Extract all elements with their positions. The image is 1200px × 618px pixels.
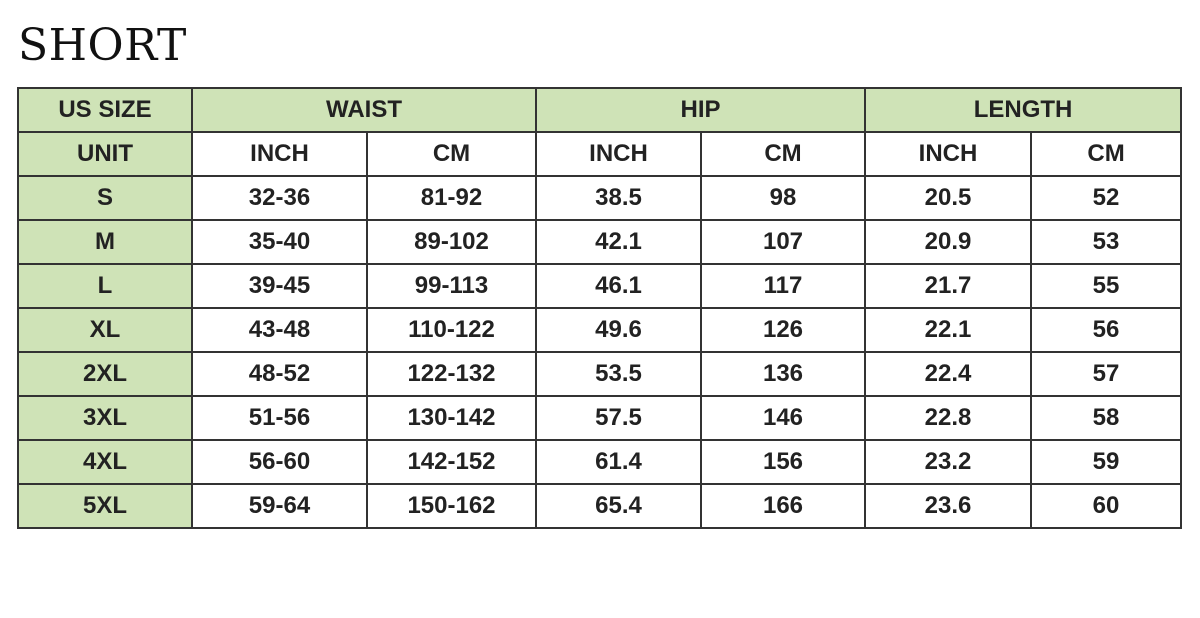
cell-hip-inch: 46.1 — [536, 264, 701, 308]
cell-hip-inch: 53.5 — [536, 352, 701, 396]
cell-length-cm: 57 — [1031, 352, 1181, 396]
cell-hip-cm: 166 — [701, 484, 865, 528]
cell-length-cm: 53 — [1031, 220, 1181, 264]
size-cell: M — [18, 220, 192, 264]
unit-length-cm: CM — [1031, 132, 1181, 176]
cell-waist-inch: 35-40 — [192, 220, 367, 264]
cell-length-cm: 60 — [1031, 484, 1181, 528]
unit-length-inch: INCH — [865, 132, 1031, 176]
cell-hip-inch: 65.4 — [536, 484, 701, 528]
size-cell: 5XL — [18, 484, 192, 528]
cell-hip-inch: 61.4 — [536, 440, 701, 484]
cell-length-inch: 21.7 — [865, 264, 1031, 308]
cell-length-inch: 22.8 — [865, 396, 1031, 440]
header-length: LENGTH — [865, 88, 1181, 132]
cell-hip-cm: 126 — [701, 308, 865, 352]
cell-waist-inch: 59-64 — [192, 484, 367, 528]
cell-length-cm: 56 — [1031, 308, 1181, 352]
table-row — [18, 352, 1181, 396]
unit-hip-inch: INCH — [536, 132, 701, 176]
table-row — [18, 176, 1181, 220]
header-hip: HIP — [536, 88, 865, 132]
cell-hip-inch: 49.6 — [536, 308, 701, 352]
table-row — [18, 220, 1181, 264]
table-row — [18, 440, 1181, 484]
cell-length-cm: 52 — [1031, 176, 1181, 220]
cell-waist-inch: 48-52 — [192, 352, 367, 396]
table-header-row — [18, 88, 1181, 132]
cell-waist-cm: 142-152 — [367, 440, 536, 484]
table-row — [18, 396, 1181, 440]
cell-length-inch: 20.5 — [865, 176, 1031, 220]
cell-waist-inch: 32-36 — [192, 176, 367, 220]
table-row — [18, 264, 1181, 308]
cell-length-inch: 23.2 — [865, 440, 1031, 484]
cell-length-cm: 55 — [1031, 264, 1181, 308]
cell-hip-cm: 117 — [701, 264, 865, 308]
unit-waist-inch: INCH — [192, 132, 367, 176]
unit-hip-cm: CM — [701, 132, 865, 176]
size-cell: S — [18, 176, 192, 220]
cell-waist-cm: 110-122 — [367, 308, 536, 352]
header-waist: WAIST — [192, 88, 536, 132]
table-body — [18, 176, 1181, 528]
cell-length-inch: 23.6 — [865, 484, 1031, 528]
cell-hip-inch: 38.5 — [536, 176, 701, 220]
table-row — [18, 484, 1181, 528]
cell-hip-cm: 98 — [701, 176, 865, 220]
cell-hip-cm: 146 — [701, 396, 865, 440]
cell-waist-cm: 122-132 — [367, 352, 536, 396]
cell-length-cm: 58 — [1031, 396, 1181, 440]
cell-waist-inch: 43-48 — [192, 308, 367, 352]
cell-length-inch: 22.1 — [865, 308, 1031, 352]
cell-waist-inch: 51-56 — [192, 396, 367, 440]
size-cell: 2XL — [18, 352, 192, 396]
cell-waist-cm: 130-142 — [367, 396, 536, 440]
cell-hip-inch: 42.1 — [536, 220, 701, 264]
size-cell: 4XL — [18, 440, 192, 484]
size-cell: L — [18, 264, 192, 308]
cell-length-inch: 20.9 — [865, 220, 1031, 264]
cell-hip-inch: 57.5 — [536, 396, 701, 440]
cell-waist-cm: 81-92 — [367, 176, 536, 220]
unit-label: UNIT — [18, 132, 192, 176]
size-cell: 3XL — [18, 396, 192, 440]
header-us-size: US SIZE — [18, 88, 192, 132]
page-title: SHORT — [18, 20, 187, 71]
table-row — [18, 308, 1181, 352]
cell-waist-cm: 89-102 — [367, 220, 536, 264]
cell-hip-cm: 107 — [701, 220, 865, 264]
cell-waist-cm: 99-113 — [367, 264, 536, 308]
cell-hip-cm: 156 — [701, 440, 865, 484]
cell-hip-cm: 136 — [701, 352, 865, 396]
size-chart-table — [17, 87, 1182, 529]
cell-waist-inch: 39-45 — [192, 264, 367, 308]
cell-length-cm: 59 — [1031, 440, 1181, 484]
unit-waist-cm: CM — [367, 132, 536, 176]
size-cell: XL — [18, 308, 192, 352]
cell-waist-cm: 150-162 — [367, 484, 536, 528]
unit-row — [18, 132, 1181, 176]
cell-waist-inch: 56-60 — [192, 440, 367, 484]
cell-length-inch: 22.4 — [865, 352, 1031, 396]
